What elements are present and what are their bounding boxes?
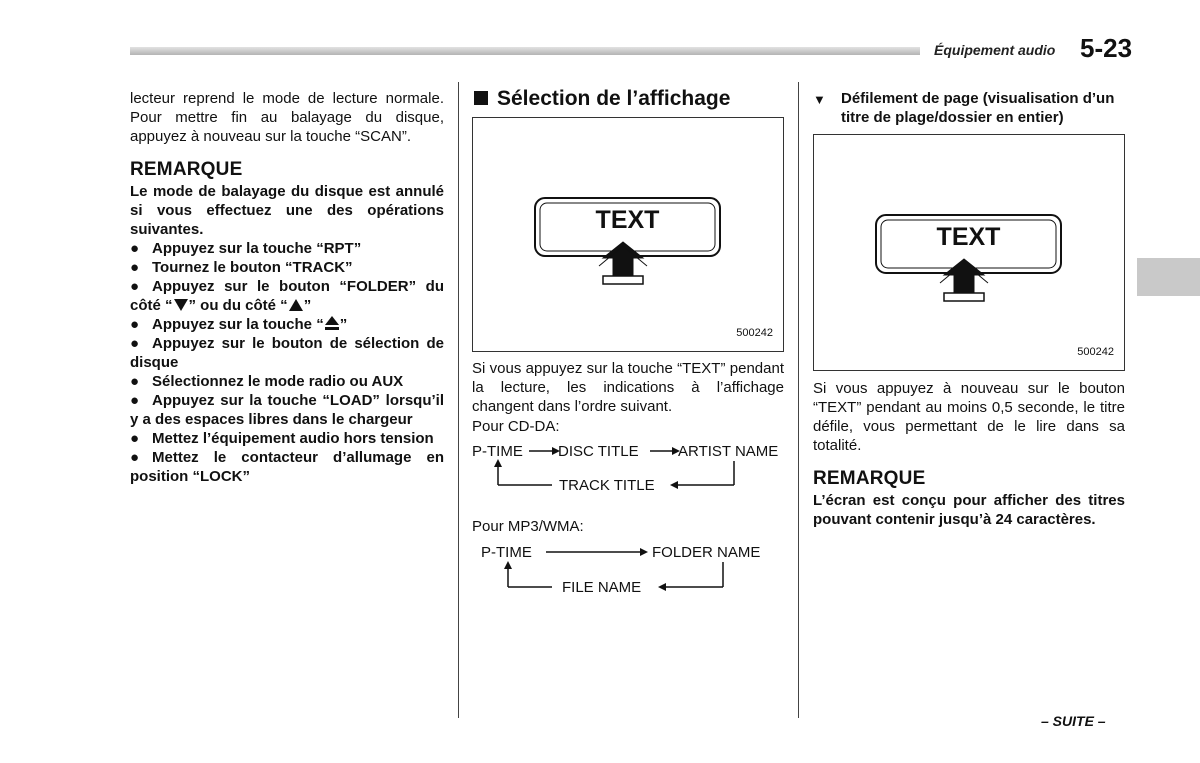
eject-icon xyxy=(324,315,340,331)
bullet: ● xyxy=(130,392,140,409)
note-item-rpt: ● Appuyez sur la touche “RPT” xyxy=(130,240,362,257)
note-item-disc-select: ● Appuyez sur le bouton de sélection de disque xyxy=(130,335,444,371)
note-item-ignition: ● Mettez le contacteur d’allumage en position “LOCK” xyxy=(130,449,444,485)
figure-code: 500242 xyxy=(736,327,773,339)
text-button-figure xyxy=(813,134,1125,371)
flow-file-name: FILE NAME xyxy=(562,579,642,596)
section-title: Sélection de l’affichage xyxy=(474,89,784,108)
chapter-side-tab xyxy=(1137,258,1200,296)
up-triangle-icon xyxy=(288,298,304,312)
column-right xyxy=(813,89,1125,529)
figure-code: 500242 xyxy=(1077,346,1114,358)
mp3-label: Pour MP3/WMA: xyxy=(472,518,584,535)
cdda-label: Pour CD-DA: xyxy=(472,418,560,435)
column-divider-1 xyxy=(458,82,459,718)
header-rule xyxy=(130,47,920,55)
bullet: ● xyxy=(130,259,140,276)
column-left xyxy=(130,89,444,486)
down-triangle-icon xyxy=(173,298,189,312)
bullet: ● xyxy=(130,449,140,466)
bullet: ● xyxy=(130,240,140,257)
bullet: ● xyxy=(130,430,140,447)
flow-p-time: P-TIME xyxy=(472,443,523,460)
bullet: ● xyxy=(130,373,140,390)
note-item-track: ● Tournez le bouton “TRACK” xyxy=(130,259,353,276)
flow-track-title: TRACK TITLE xyxy=(559,477,655,494)
figure-button-label: TEXT xyxy=(595,206,660,234)
note-item-folder: ● Appuyez sur le bouton “FOLDER” du côté “ ” ou du côté “ ” xyxy=(130,278,444,314)
square-bullet-icon xyxy=(474,91,488,105)
flow-p-time: P-TIME xyxy=(481,544,532,561)
text-button-illustration xyxy=(473,118,783,351)
page-number: 5-23 xyxy=(1080,33,1133,63)
continued-marker: – SUITE – xyxy=(1041,713,1106,729)
subsection-heading xyxy=(813,89,1125,127)
text-paragraph: Si vous appuyez sur la touche “TEXT” pendant la lecture, les indications à l’affichage changent dans l’ordre suivant. xyxy=(472,360,784,415)
column-divider-2 xyxy=(798,82,799,718)
running-header-section: Équipement audio xyxy=(934,42,1056,58)
flow-folder-name: FOLDER NAME xyxy=(652,544,761,561)
subsection-title: Défilement de page (visualisation d’un titre de plage/dossier en entier) xyxy=(841,90,1115,126)
note-item-radio-aux: ● Sélectionnez le mode radio ou AUX xyxy=(130,373,404,390)
text-button-illustration xyxy=(814,135,1124,370)
note-text: L’écran est conçu pour afficher des titres pouvant contenir jusqu’à 24 caractères. xyxy=(813,492,1125,528)
cdda-flow-diagram xyxy=(472,441,792,503)
triangle-marker-icon: ▼ xyxy=(813,92,826,107)
note-item-load: ● Appuyez sur la touche “LOAD” lorsqu’il y a des espaces libres dans le chargeur xyxy=(130,392,444,428)
flow-disc-title: DISC TITLE xyxy=(558,443,639,460)
column-middle xyxy=(472,89,784,603)
note-heading: REMARQUE xyxy=(130,159,243,180)
text-button-figure xyxy=(472,117,784,352)
scan-paragraph: lecteur reprend le mode de lecture normale. Pour mettre fin au balayage du disque, appuyez à nouveau sur la touche “SCAN”. xyxy=(130,90,444,145)
note-item-eject: ● Appuyez sur la touche “ ” xyxy=(130,316,348,333)
flow-artist-name: ARTIST NAME xyxy=(678,443,779,460)
scroll-paragraph: Si vous appuyez à nouveau sur le bouton “TEXT” pendant au moins 0,5 seconde, le titre défile, vous permettant de le lire dans sa totalité. xyxy=(813,380,1125,454)
figure-button-label: TEXT xyxy=(936,223,1001,251)
note-heading: REMARQUE xyxy=(813,468,926,489)
bullet: ● xyxy=(130,335,140,352)
bullet: ● xyxy=(130,278,140,295)
note-item-power-off: ● Mettez l’équipement audio hors tension xyxy=(130,430,434,447)
mp3-flow-diagram xyxy=(472,541,792,603)
note-intro: Le mode de balayage du disque est annulé si vous effectuez une des opérations suivantes. xyxy=(130,183,444,238)
bullet: ● xyxy=(130,316,140,333)
